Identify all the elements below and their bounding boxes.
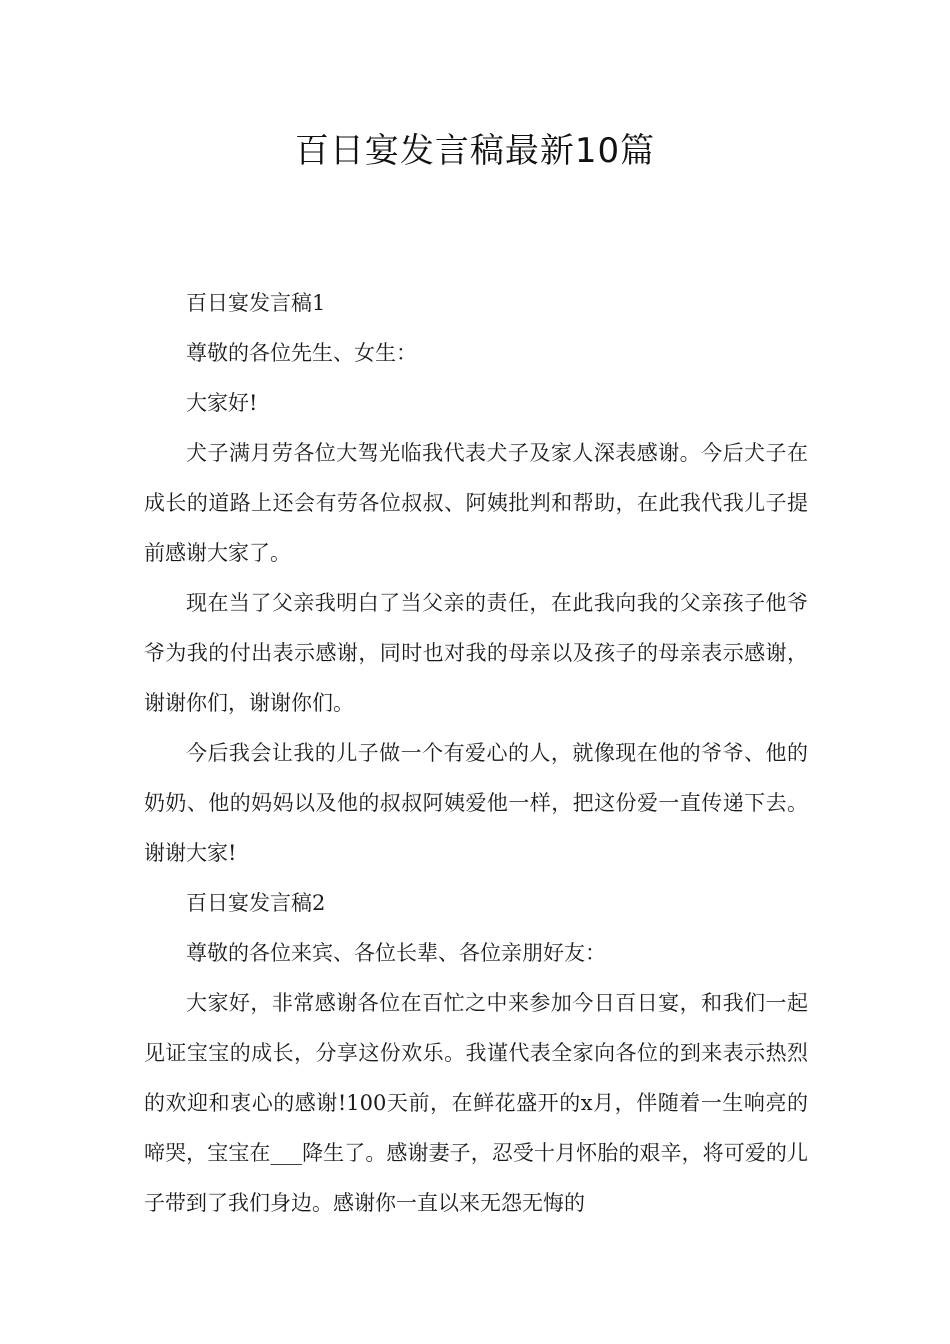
- salutation-2: 尊敬的各位来宾、各位长辈、各位亲朋好友：: [186, 941, 606, 965]
- body-paragraph: 现在当了父亲我明白了当父亲的责任，在此我向我的父亲孩子他爷爷为我的付出表示感谢，同时也对我的母亲以及孩子的母亲表示感谢，谢谢你们，谢谢你们。: [144, 591, 808, 715]
- salutation-1: 尊敬的各位先生、女生：: [186, 341, 417, 365]
- body-paragraph: 大家好，非常感谢各位在百忙之中来参加今日百日宴，和我们一起见证宝宝的成长，分享这份欢乐。我谨代表全家向各位的到来表示热烈的欢迎和衷心的感谢!100天前，在鲜花盛开的x月，伴随着一生响亮的啼哭，宝宝在___降生了。感谢妻子，忍受十月怀胎的艰辛，将可爱的儿子带到了我们身边。感谢你一直以来无怨无悔的: [144, 991, 808, 1215]
- section-heading-1: 百日宴发言稿1: [186, 291, 326, 315]
- body-paragraph: 犬子满月劳各位大驾光临我代表犬子及家人深表感谢。今后犬子在成长的道路上还会有劳各位叔叔、阿姨批判和帮助，在此我代我儿子提前感谢大家了。: [144, 441, 808, 565]
- greeting-1: 大家好!: [186, 391, 258, 415]
- document-body: [144, 278, 808, 1228]
- section-heading-2: 百日宴发言稿2: [186, 891, 326, 915]
- body-paragraph: 今后我会让我的儿子做一个有爱心的人，就像现在他的爷爷、他的奶奶、他的妈妈以及他的叔叔阿姨爱他一样，把这份爱一直传递下去。谢谢大家!: [144, 741, 808, 865]
- document-title: 百日宴发言稿最新10篇: [294, 131, 656, 171]
